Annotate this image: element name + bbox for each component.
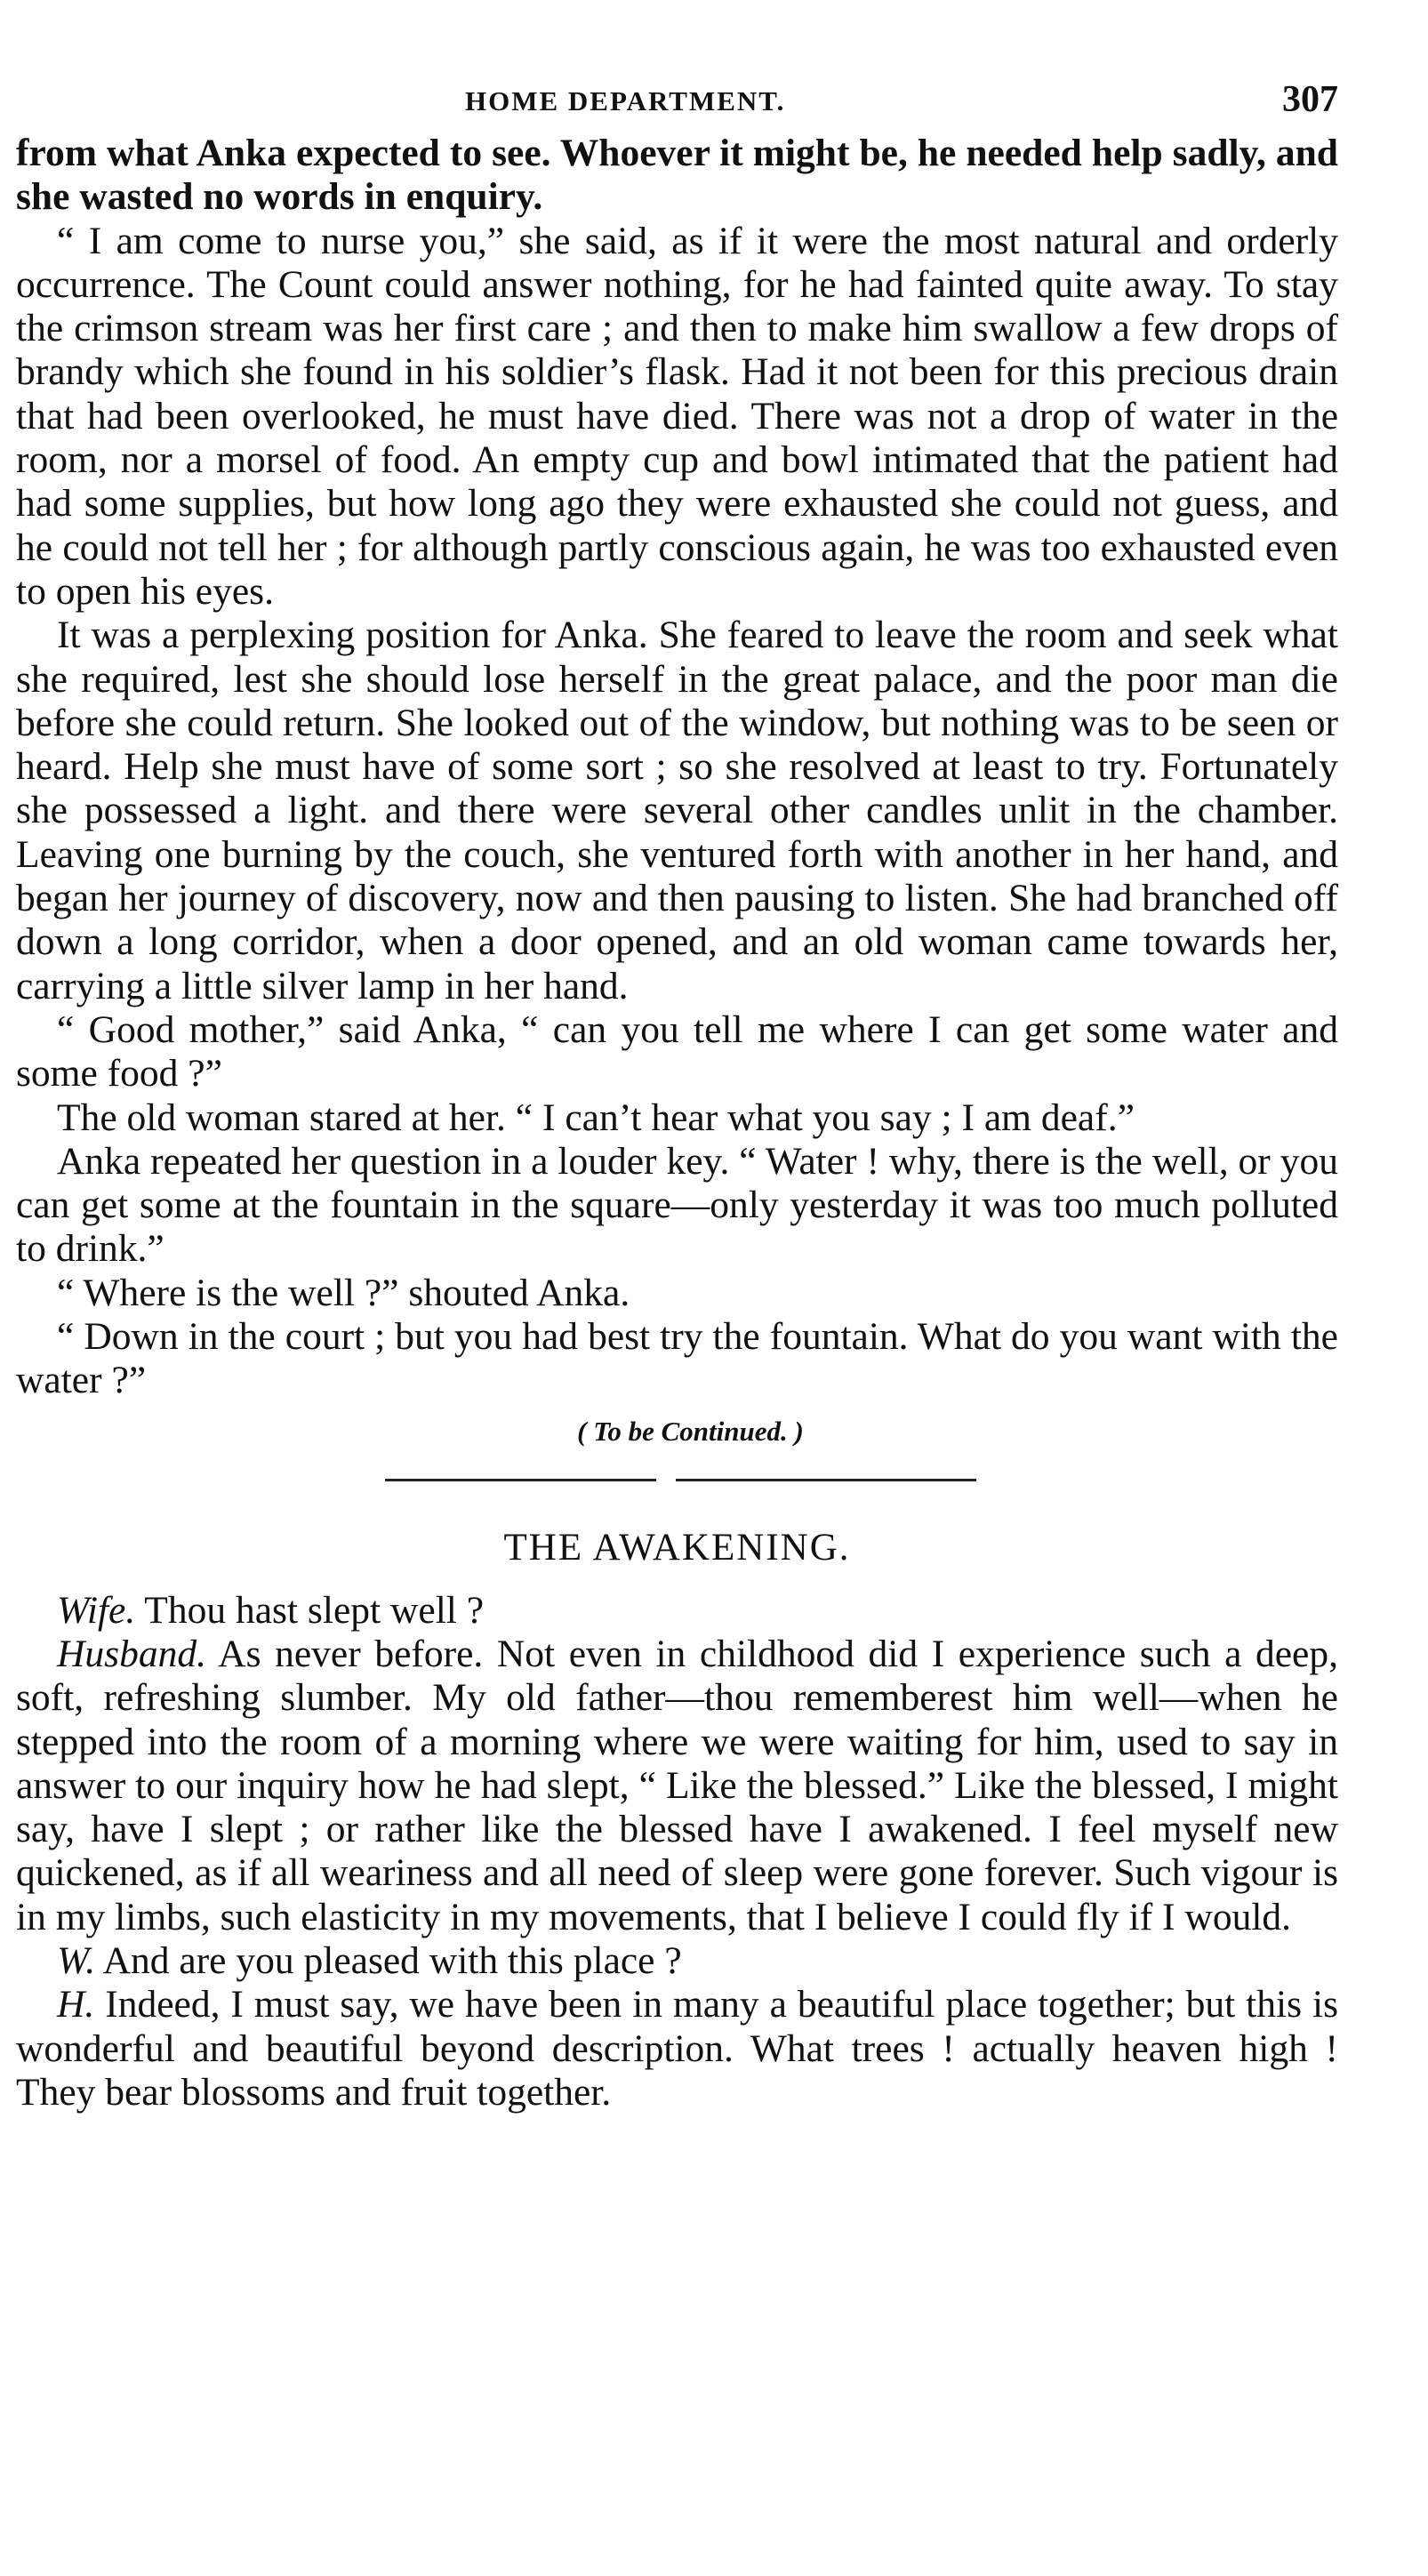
page-number: 307: [1282, 79, 1338, 120]
dialogue-text: As never before. Not even in childhood did I experience such a deep, soft, refreshing slumber. My old father—thou rememberest him well—when he stepped into the room of a morning where we were waiting for him, used to say in answer to our inquiry how he had slept, “ Like the blessed.” Like the blessed, I might say, have I slept ; or rather like the blessed have I awakened. I feel myself new quickened, as if all weariness and all need of sleep were gone forever. Such vigour is in my limbs, such elasticity in my movements, that I believe I could fly if I would.: [16, 1632, 1338, 1938]
story-paragraph: from what Anka expected to see. Whoever it might be, he needed help sadly, and she wasted no words in enquiry.: [16, 132, 1338, 219]
dialogue-text: Thou hast slept well ?: [135, 1588, 485, 1632]
story-paragraph: It was a perplexing position for Anka. She feared to leave the room and seek what she required, lest she should lose herself in the great palace, and the poor man die before she could return. She looked out of the window, but nothing was to be seen or heard. Help she must have of some sort ; so she resolved at least to try. Fortunately she possessed a light. and there were several other candles unlit in the chamber. Leaving one burning by the couch, she ventured forth with another in her hand, and began her journey of discovery, now and then pausing to listen. She had branched off down a long corridor, when a door opened, and an old woman came towards her, carrying a little silver lamp in her hand.: [16, 614, 1338, 1007]
dialogue-paragraph: [16, 1939, 1338, 1983]
dialogue-paragraph: [16, 1589, 1338, 1633]
section-divider: [16, 1456, 1338, 1507]
story-body: [16, 132, 1338, 1403]
dialogue-paragraph: [16, 1633, 1338, 1939]
story-paragraph: Anka repeated her question in a louder key. “ Water ! why, there is the well, or you can get some at the fountain in the square—only yesterday it was too much polluted to drink.”: [16, 1139, 1338, 1271]
dialogue-body: [16, 1589, 1338, 2115]
story-paragraph: “ Down in the court ; but you had best try the fountain. What do you want with the water ?”: [16, 1315, 1338, 1402]
speaker-label: W.: [57, 1938, 96, 1982]
dialogue-text: Indeed, I must say, we have been in many a beautiful place together; but this is wonderful and beautiful beyond description. What trees ! actually heaven high ! They bear blossoms and fruit together.: [16, 1983, 1338, 2114]
story-paragraph: “ Where is the well ?” shouted Anka.: [57, 1271, 630, 1314]
divider-rule-right: [676, 1479, 976, 1481]
speaker-label: Wife.: [57, 1588, 136, 1632]
running-head: [16, 69, 1338, 132]
divider-rule-left: [385, 1479, 656, 1481]
section-title: THE AWAKENING.: [503, 1526, 851, 1569]
dialogue-paragraph: [16, 1983, 1338, 2115]
speaker-label: Husband.: [57, 1632, 206, 1675]
story-paragraph: “ I am come to nurse you,” she said, as if it were the most natural and orderly occurrence. The Count could answer nothing, for he had fainted quite away. To stay the crimson stream was her first care ; and then to make him swallow a few drops of brandy which she found in his soldier’s flask. Had it not been for this precious drain that had been overlooked, he must have died. There was not a drop of water in the room, nor a morsel of food. An empty cup and bowl intimated that the patient had had some supplies, but how long ago they were exhausted she could not guess, and he could not tell her ; for although partly conscious again, he was too exhausted even to open his eyes.: [16, 219, 1338, 613]
dialogue-text: And are you pleased with this place ?: [95, 1938, 682, 1982]
speaker-label: H.: [57, 1983, 95, 2026]
running-title: HOME DEPARTMENT.: [465, 85, 786, 116]
story-paragraph: The old woman stared at her. “ I can’t hear what you say ; I am deaf.”: [57, 1095, 1135, 1139]
story-paragraph: “ Good mother,” said Anka, “ can you tell me where I can get some water and some food ?”: [16, 1007, 1338, 1095]
book-page: [16, 69, 1338, 2115]
to-be-continued-note: ( To be Continued. ): [577, 1415, 804, 1447]
